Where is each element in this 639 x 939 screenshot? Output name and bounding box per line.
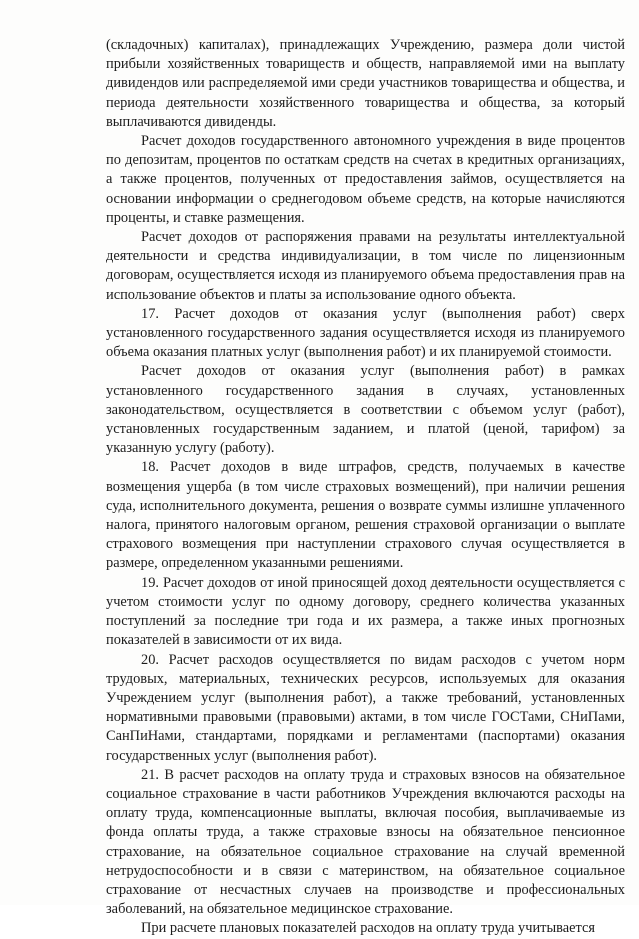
paragraph-19: 19. Расчет доходов от иной приносящей доход деятельности осуществляется с учетом стоимости услуг по одному договору, среднего количества указанных поступлений за последние три года и их размера, а также иных прогнозных показателей в зависимости от их вида. xyxy=(106,574,625,649)
paragraph-20: 20. Расчет расходов осуществляется по видам расходов с учетом норм трудовых, материальных, технических ресурсов, используемых для оказания Учреждением услуг (выполнения работ), а также требований, установленных нормативными правовыми (правовыми) актами, в том числе ГОСТами, СНиПами, СанПиНами, стандартами, порядками и регламентами (паспортами) оказания государственных услуг (выполнения работ). xyxy=(106,651,625,764)
paragraph-intellectual-property: Расчет доходов от распоряжения правами на результаты интеллектуальной деятельности и средства индивидуализации, в том числе по лицензионным договорам, осуществляется исходя из планируемого объема предоставления прав на использование объектов и платы за использование одного объекта. xyxy=(106,229,625,303)
paragraph-state-assignment: Расчет доходов от оказания услуг (выполнения работ) в рамках установленного государственного задания в случаях, установленных законодательством, осуществляется в соответствии с объемом услуг (работ), установленных государственным заданием, и платой (ценой, тарифом) за указанную услугу (работу). xyxy=(106,363,625,457)
paragraph-21: 21. В расчет расходов на оплату труда и страховых взносов на обязательное социальное страхование в части работников Учреждения включаются расходы на оплату труда, компенсационные выплаты, включая пособия, выплачиваемые из фонда оплаты труда, а также страховые взносы на обязательное пенсионное страхование, на обязательное социальное страхование на случай временной нетрудоспособности и в связи с материнством, на обязательное социальное страхование от несчастных случаев на производстве и профессиональных заболеваний, на обязательное медицинское страхование. xyxy=(106,766,625,918)
paragraph-continuation: (складочных) капиталах), принадлежащих Учреждению, размера доли чистой прибыли хозяйственных товариществ и обществ, направляемой ими на выплату дивидендов или распределяемой ими среди участников товарищества и общества, и периода деятельности хозяйственного товарищества и общества, за который выплачиваются дивиденды. xyxy=(106,37,625,130)
paragraph-18: 18. Расчет доходов в виде штрафов, средств, получаемых в качестве возмещения ущерба (в том числе страховых возмещений), при наличии решения суда, исполнительного документа, решения о возврате суммы излишне уплаченного налога, принятого налоговым органом, решения страховой организации о выплате страхового возмещения при наступлении страхового случая осуществляется в размере, определенном указанными решениями. xyxy=(106,459,625,572)
document-body xyxy=(106,36,625,939)
paragraph-deposit-interest: Расчет доходов государственного автономного учреждения в виде процентов по депозитам, процентов по остаткам средств на счетах в кредитных организациях, а также процентов, полученных от предоставления займов, осуществляется на основании информации о среднегодовом объеме средств, на которые начисляются проценты, и ставке размещения. xyxy=(106,133,625,226)
paragraph-final: При расчете плановых показателей расходов на оплату труда учитывается xyxy=(141,920,595,937)
paragraph-17: 17. Расчет доходов от оказания услуг (выполнения работ) сверх установленного государственного задания осуществляется исходя из планируемого объема оказания платных услуг (выполнения работ) и их планируемой стоимости. xyxy=(106,305,625,361)
